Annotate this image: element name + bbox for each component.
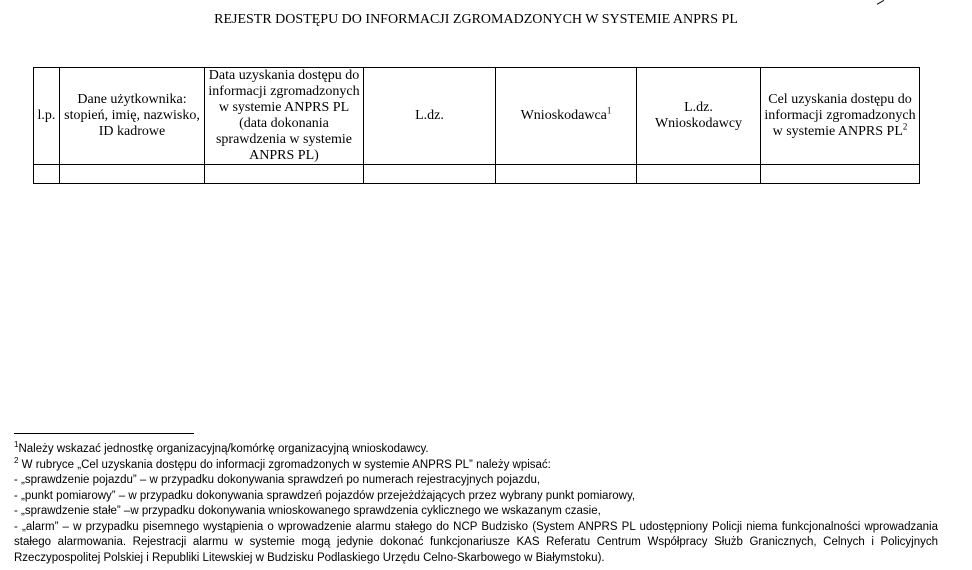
header-lp: l.p. (34, 68, 60, 165)
table-cell[interactable] (364, 165, 496, 184)
header-user-data: Dane użytkownika: stopień, imię, nazwisko, ID kadrowe (60, 68, 205, 165)
header-applicant: Wnioskodawca$^1$ (496, 68, 637, 165)
footnote-2: $^2$ W rubryce „Cel uzyskania dostępu do informacji zgromadzonych w systemie ANPRS PL” należy wpisać: (14, 455, 551, 471)
footnote-item: - „sprawdzenie pojazdu” – w przypadku dokonywania sprawdzeń po numerach rejestracyjnych pojazdu, (14, 474, 541, 486)
table-cell[interactable] (205, 165, 364, 184)
footnote-item: - „sprawdzenie stałe” –w przypadku dokonywania wnioskowanego sprawdzenia cyklicznego we wskazanym czasie, (14, 505, 601, 517)
table-cell[interactable] (60, 165, 205, 184)
footnote-marker-1: 1 (14, 440, 19, 450)
table-cell[interactable] (496, 165, 637, 184)
table-row (34, 165, 920, 184)
corner-mark (876, 0, 884, 5)
table-cell[interactable] (637, 165, 761, 184)
table-header-row (34, 68, 920, 165)
footnote-separator (14, 433, 194, 434)
register-table (33, 67, 920, 184)
footnote-marker-2: 2 (14, 455, 19, 465)
footnote-ref-1: 1 (606, 105, 612, 116)
table-cell[interactable] (34, 165, 60, 184)
header-ldz: L.dz. (364, 68, 496, 165)
table-cell[interactable] (761, 165, 920, 184)
footnote-item: - „punkt pomiarowy” – w przypadku dokonywania sprawdzeń pojazdów przejeżdżających przez wybrany punkt pomiarowy, (14, 489, 636, 502)
footnotes (14, 442, 938, 566)
header-access-date: Data uzyskania dostępu do informacji zgromadzonych w systemie ANPRS PL (data dokonania sprawdzenia w systemie ANPRS PL) (205, 68, 364, 165)
header-applicant-ldz: L.dz. Wnioskodawcy (637, 68, 761, 165)
footnote-1: $^1$Należy wskazać jednostkę organizacyjną/komórkę organizacyjną wnioskodawcy. (14, 440, 429, 455)
page-title: REJESTR DOSTĘPU DO INFORMACJI ZGROMADZONYCH W SYSTEMIE ANPRS PL (214, 12, 738, 27)
header-purpose: Cel uzyskania dostępu do informacji zgromadzonych w systemie ANPRS $PL^2$ (761, 68, 920, 165)
footnote-ref-2: 2 (902, 121, 908, 132)
footnote-item: - „alarm” – w przypadku pisemnego wystąpienia o wprowadzenie alarmu stałego do NCP Budzisko (System ANPRS PL udostępniony Policji niema funkcjonalności wprowadzania stałego alarmowania. Rejestracji alarmu w systemie mogą jedynie dokonać funkcjonariusze KAS Referatu Centrum Współpracy Służb Granicznych, Celnych i Policyjnych Rzeczypospolitej Polskiej i Republiki Litewskiej w Budzisku Podlaskiego Urzędu Celno-Skarbowego w Białymstoku). (14, 520, 938, 564)
